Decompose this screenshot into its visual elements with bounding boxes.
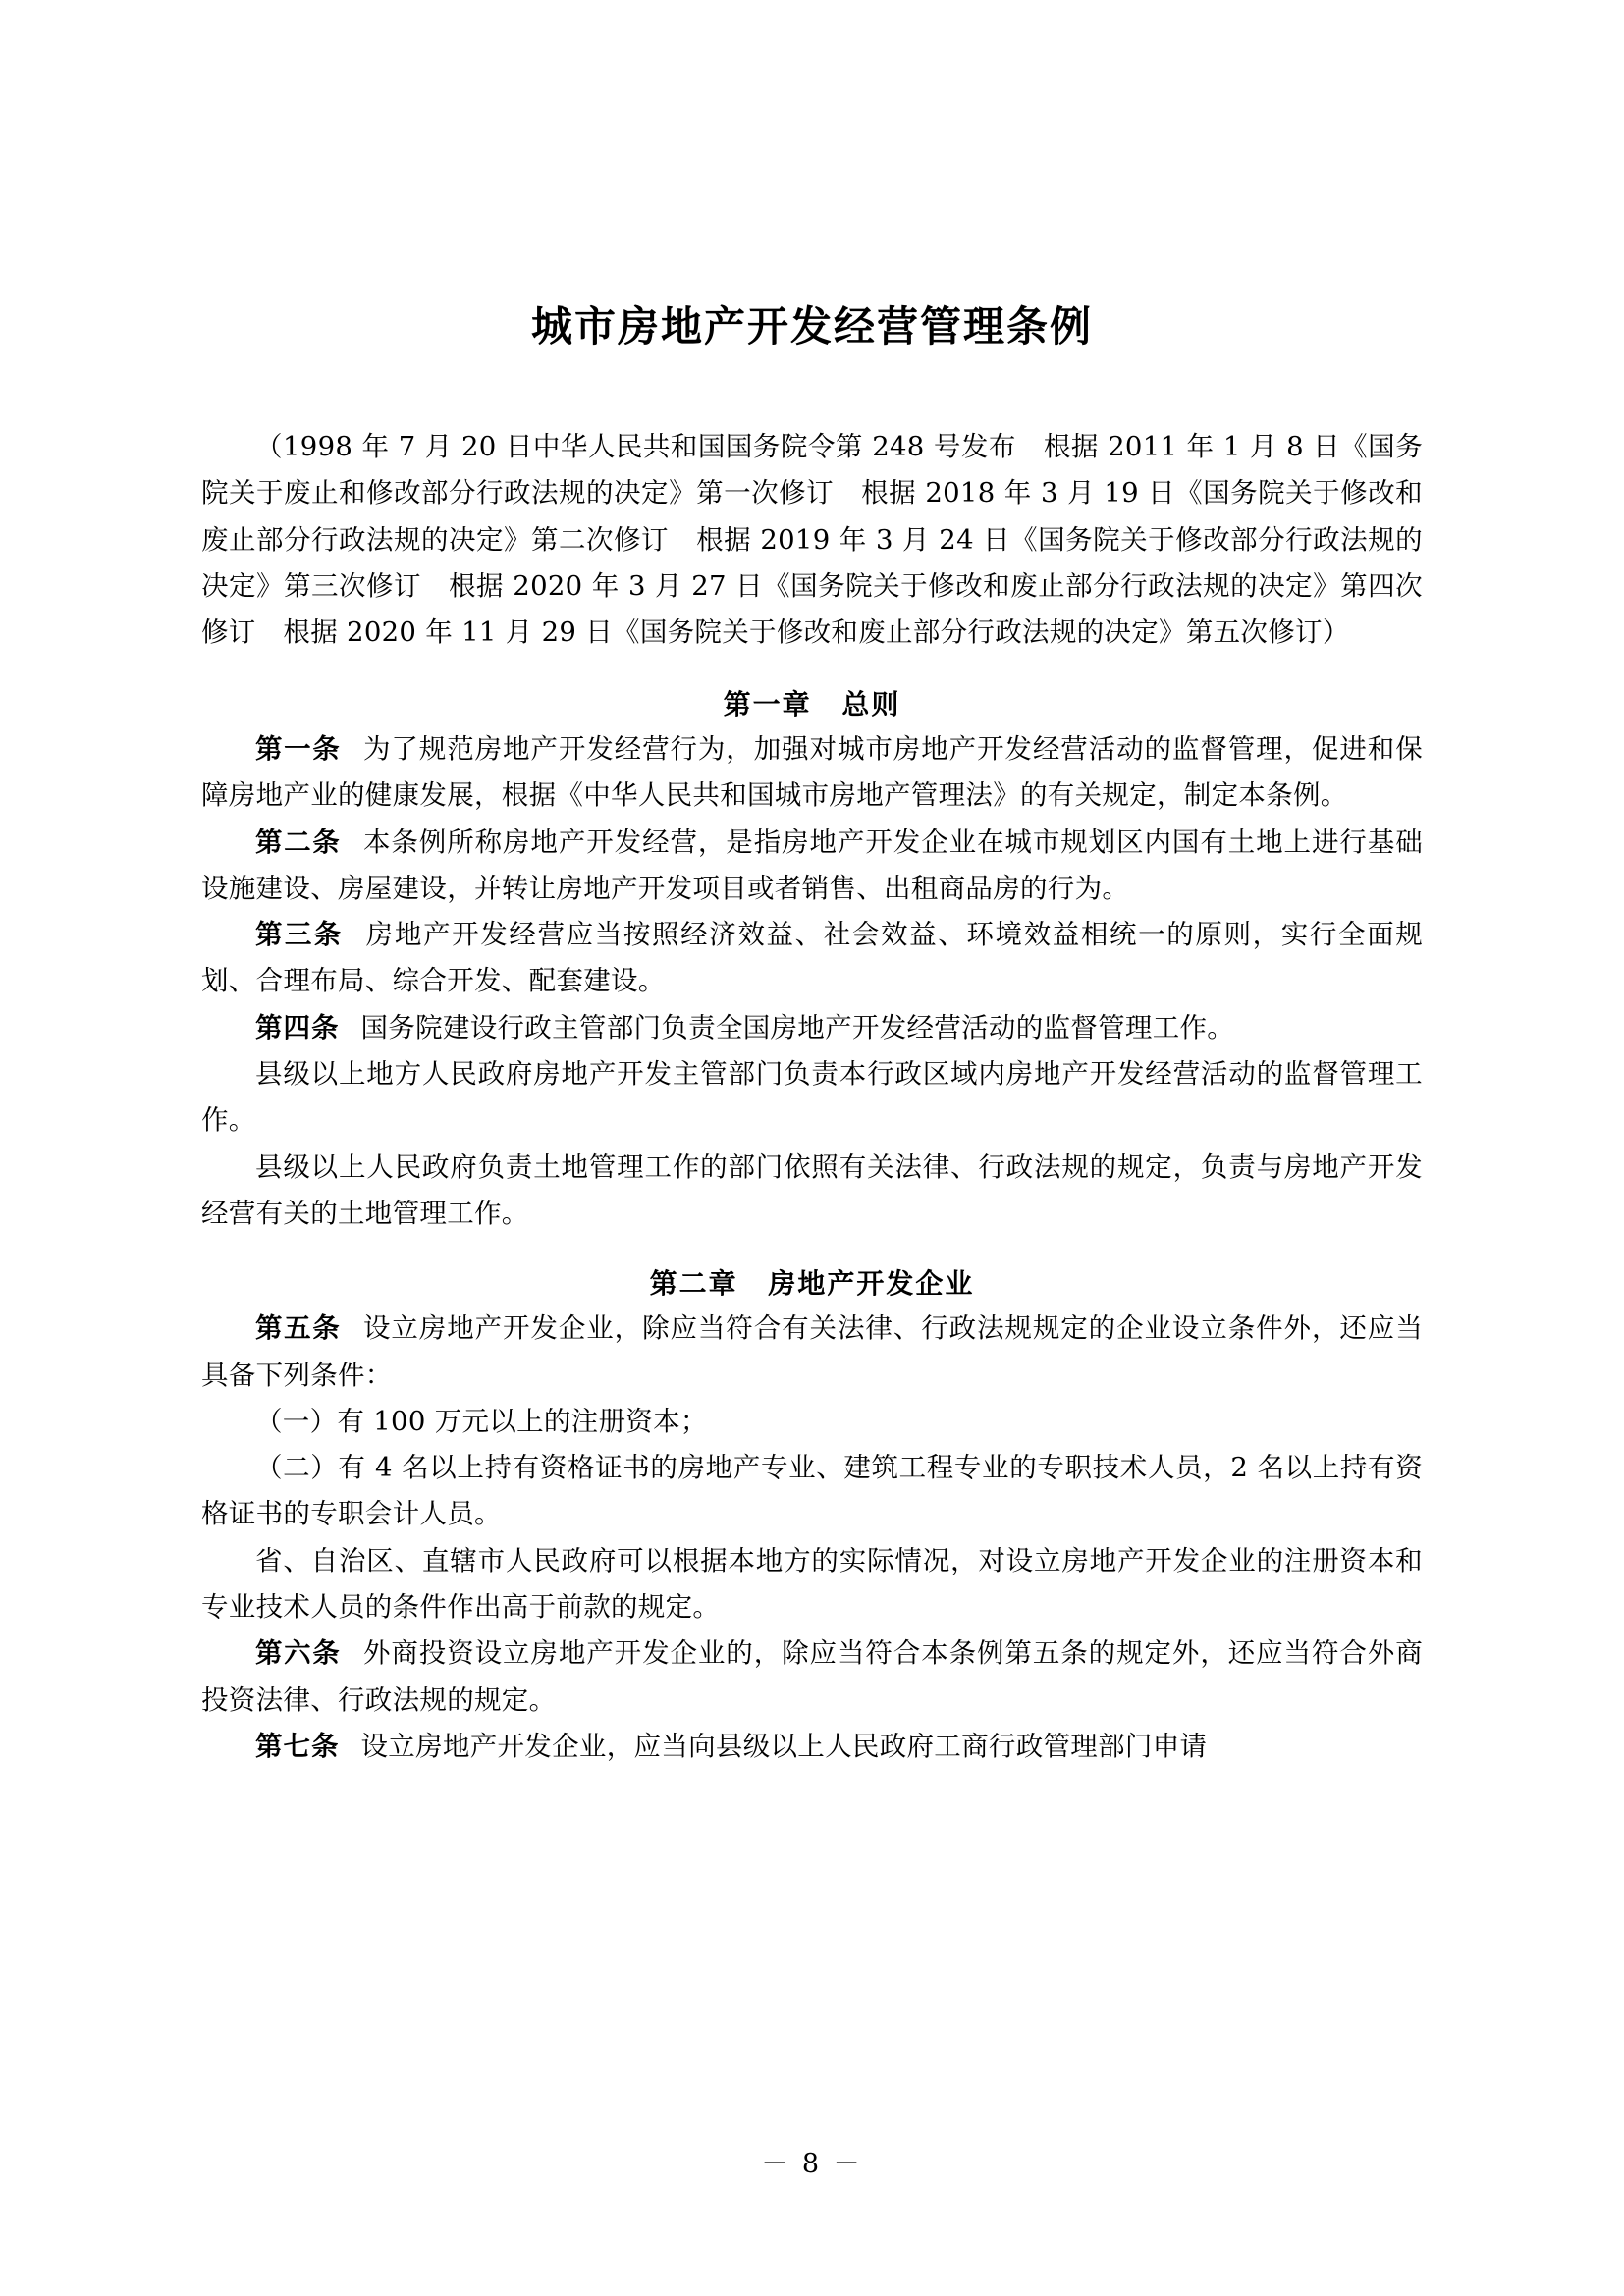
article-text: 房地产开发经营应当按照经济效益、社会效益、环境效益相统一的原则，实行全面规划、合理布局、综合开发、配套建设。 bbox=[201, 919, 1423, 997]
chapter-number: 第二章 bbox=[649, 1267, 738, 1301]
article-text: （一）有 100 万元以上的注册资本； bbox=[255, 1405, 708, 1437]
chapter-heading-1 bbox=[201, 683, 1423, 722]
article-number: 第四条 bbox=[255, 1011, 340, 1043]
chapter-name: 房地产开发企业 bbox=[768, 1267, 975, 1301]
article-text: 设立房地产开发企业，应当向县级以上人民政府工商行政管理部门申请 bbox=[360, 1730, 1208, 1762]
article-text: 为了规范房地产开发经营行为，加强对城市房地产开发经营活动的监督管理，促进和保障房地产业的健康发展，根据《中华人民共和国城市房地产管理法》的有关规定，制定本条例。 bbox=[201, 732, 1423, 812]
article-number: 第三条 bbox=[255, 919, 344, 951]
article-paragraph bbox=[201, 1630, 1423, 1724]
article-paragraph bbox=[201, 1445, 1423, 1538]
chapter-name: 总则 bbox=[841, 687, 901, 721]
chapter-heading-2 bbox=[201, 1262, 1423, 1302]
preamble bbox=[201, 424, 1423, 656]
article-number: 第一条 bbox=[255, 732, 342, 765]
article-paragraph bbox=[201, 726, 1423, 820]
article-paragraph bbox=[201, 1399, 1423, 1445]
article-paragraph bbox=[201, 1005, 1423, 1051]
article-text: 县级以上地方人民政府房地产开发主管部门负责本行政区域内房地产开发经营活动的监督管理工作。 bbox=[201, 1058, 1423, 1137]
article-text: 省、自治区、直辖市人民政府可以根据本地方的实际情况，对设立房地产开发企业的注册资本和专业技术人员的条件作出高于前款的规定。 bbox=[201, 1544, 1423, 1624]
article-number: 第五条 bbox=[255, 1312, 342, 1345]
chapter-2-body bbox=[201, 1306, 1423, 1770]
article-text: 国务院建设行政主管部门负责全国房地产开发经营活动的监督管理工作。 bbox=[360, 1011, 1235, 1043]
article-paragraph bbox=[201, 912, 1423, 1005]
article-paragraph bbox=[201, 1145, 1423, 1238]
article-text: （二）有 4 名以上持有资格证书的房地产专业、建筑工程专业的专职技术人员，2 名以上持有资格证书的专职会计人员。 bbox=[201, 1452, 1423, 1530]
article-paragraph bbox=[201, 1724, 1423, 1770]
article-number: 第六条 bbox=[255, 1637, 342, 1670]
article-paragraph bbox=[201, 1306, 1423, 1399]
page-number: － 8 － bbox=[761, 2149, 863, 2179]
article-paragraph bbox=[201, 1051, 1423, 1145]
article-text: 设立房地产开发企业，除应当符合有关法律、行政法规规定的企业设立条件外，还应当具备下列条件： bbox=[201, 1312, 1423, 1391]
article-paragraph bbox=[201, 1538, 1423, 1631]
article-number: 第二条 bbox=[255, 826, 342, 858]
page-title: 城市房地产开发经营管理条例 bbox=[530, 302, 1093, 350]
article-text: 本条例所称房地产开发经营，是指房地产开发企业在城市规划区内国有土地上进行基础设施建设、房屋建设，并转让房地产开发项目或者销售、出租商品房的行为。 bbox=[201, 826, 1423, 904]
article-text: 县级以上人民政府负责土地管理工作的部门依照有关法律、行政法规的规定，负责与房地产开发经营有关的土地管理工作。 bbox=[201, 1150, 1423, 1229]
article-paragraph bbox=[201, 820, 1423, 913]
article-number: 第七条 bbox=[255, 1730, 340, 1762]
chapter-1-body bbox=[201, 726, 1423, 1237]
chapter-number: 第一章 bbox=[723, 687, 812, 721]
article-text: 外商投资设立房地产开发企业的，除应当符合本条例第五条的规定外，还应当符合外商投资法律、行政法规的规定。 bbox=[201, 1637, 1423, 1716]
preamble-paragraph: （1998 年 7 月 20 日中华人民共和国国务院令第 248 号发布 根据 2011 年 1 月 8 日《国务院关于废止和修改部分行政法规的决定》第一次修订 根据 2018 年 3 月 19 日《国务院关于修改和废止部分行政法规的决定》第二次修订 根据 2019 年 3 月 24 日《国务院关于修改部分行政法规的决定》第三次修订 根据 2020 年 3 月 27 日《国务院关于修改和废止部分行政法规的决定》第四次修订 根据 2020 年 11 月 29 日《国务院关于修改和废止部分行政法规的决定》第五次修订） bbox=[201, 431, 1423, 649]
